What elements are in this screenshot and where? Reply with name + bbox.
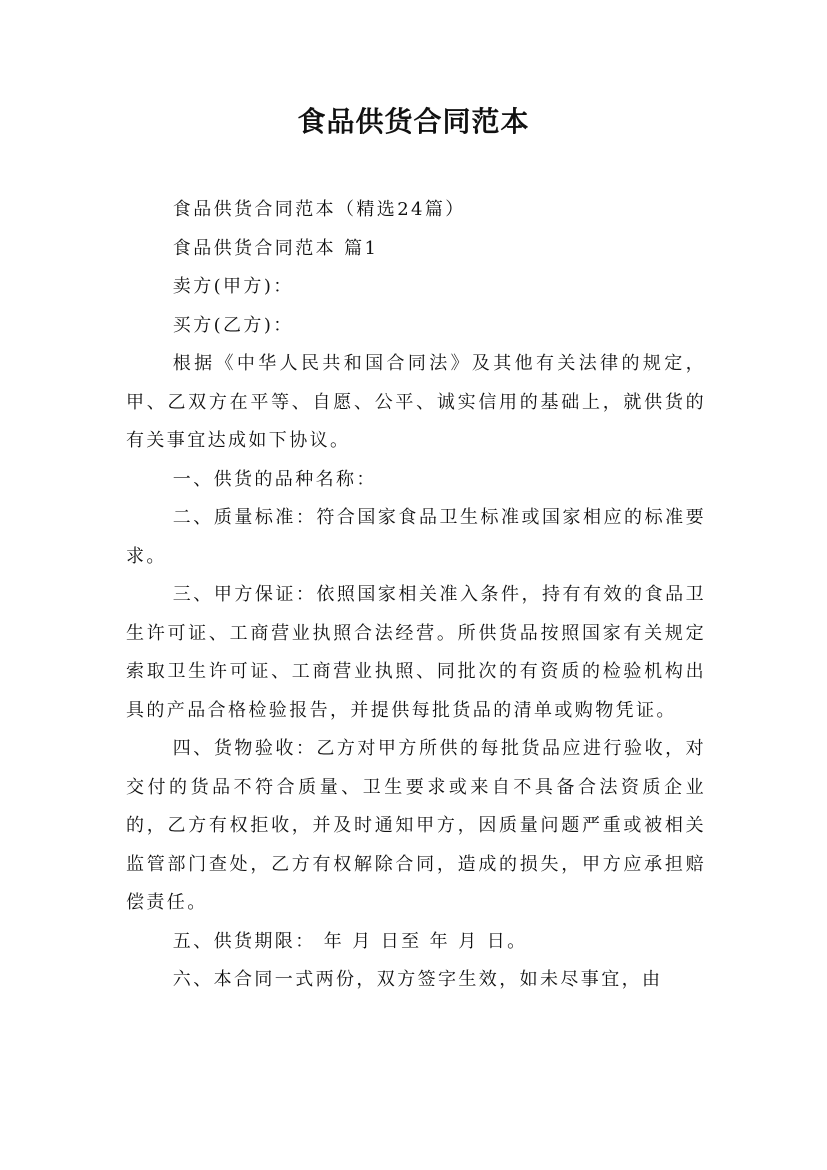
paragraph-seller: 卖方(甲方)： <box>172 276 294 297</box>
paragraph-clause-3: 三、甲方保证：依照国家相关准入条件，持有有效的食品卫生许可证、工商营业执照合法经营。所供货品按照国家有关规定索取卫生许可证、工商营业执照、同批次的有资质的检验机构出具的产品合格检验报告，并提供每批货品的清单或购物凭证。 <box>126 584 706 721</box>
paragraph-section-heading: 食品供货合同范本 篇1 <box>172 237 379 259</box>
paragraph-buyer: 买方(乙方)： <box>172 314 294 336</box>
paragraph-clause-5: 五、供货期限： 年 月 日至 年 月 日。 <box>172 930 528 952</box>
document-title: 食品供货合同范本 <box>297 105 530 138</box>
paragraph-subtitle: 食品供货合同范本（精选24篇） <box>172 199 466 220</box>
paragraph-clause-1: 一、供货的品种名称： <box>172 468 377 490</box>
paragraph-clause-6: 六、本合同一式两份，双方签字生效，如未尽事宜，由 <box>172 969 663 990</box>
paragraph-preamble: 根据《中华人民共和国合同法》及其他有关法律的规定，甲、乙双方在平等、自愿、公平、诚实信用的基础上，就供货的有关事宜达成如下协议。 <box>126 353 706 451</box>
paragraph-clause-2: 二、质量标准：符合国家食品卫生标准或国家相应的标准要求。 <box>126 507 706 567</box>
paragraph-clause-4: 四、货物验收：乙方对甲方所供的每批货品应进行验收，对交付的货品不符合质量、卫生要求或来自不具备合法资质企业的，乙方有权拒收，并及时通知甲方，因质量问题严重或被相关监管部门查处，乙方有权解除合同，造成的损失，甲方应承担赔偿责任。 <box>126 738 706 913</box>
document-body <box>126 191 706 1000</box>
